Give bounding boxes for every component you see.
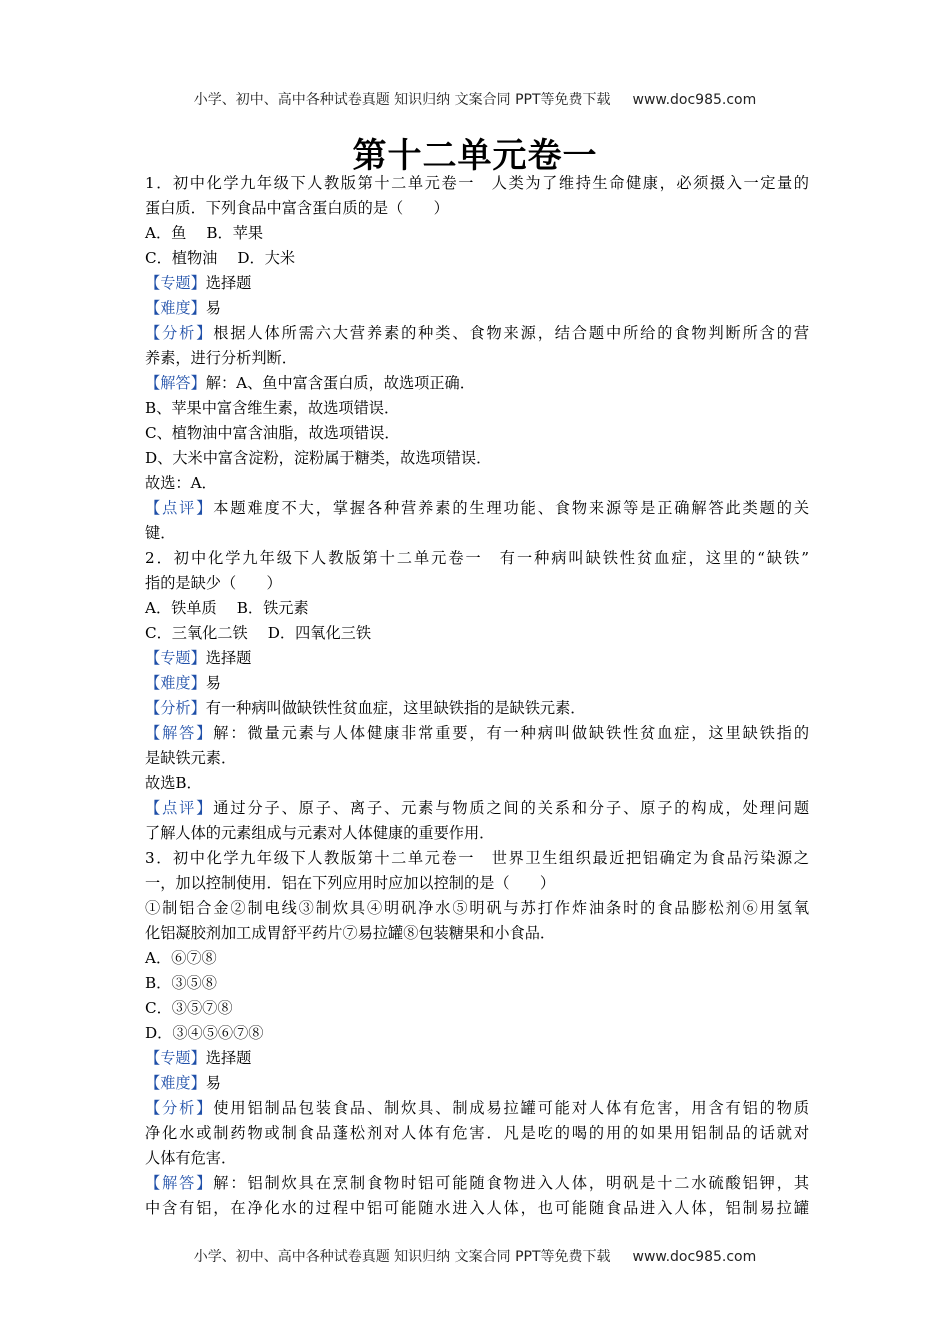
line-text: 人体有危害． (145, 1149, 237, 1167)
section-tag: 【分析】 (145, 699, 206, 717)
text-line (145, 1046, 809, 1071)
line-text: 使用铝制品包装食品、制炊具、制成易拉罐可能对人体有危害，用含有铝的物质 (213, 1099, 810, 1117)
text-line (145, 896, 809, 921)
text-line (145, 746, 809, 771)
line-text: C．三氧化二铁 D．四氧化三铁 (145, 624, 372, 642)
section-tag: 【专题】 (145, 649, 206, 667)
line-text: B、苹果中富含维生素，故选项错误． (145, 399, 400, 417)
line-text: C．③⑤⑦⑧ (145, 999, 233, 1017)
text-line (145, 1121, 809, 1146)
text-line (145, 1171, 809, 1196)
section-tag: 【点评】 (145, 499, 214, 517)
footer-site-link[interactable]: www.doc985.com (632, 1249, 757, 1265)
line-text: 解：微量元素与人体健康非常重要，有一种病叫做缺铁性贫血症，这里缺铁指的 (213, 724, 810, 742)
text-line (145, 671, 809, 696)
section-tag: 【难度】 (145, 674, 206, 692)
line-text: 选择题 (205, 649, 252, 667)
section-tag: 【解答】 (145, 374, 206, 392)
line-text: D、大米中富含淀粉，淀粉属于糖类，故选项错误． (145, 449, 492, 467)
text-line (145, 496, 809, 521)
page-header (0, 89, 950, 109)
section-tag: 【点评】 (145, 799, 214, 817)
line-text: A．鱼 B．苹果 (145, 224, 264, 242)
text-line (145, 646, 809, 671)
section-tag: 【难度】 (145, 1074, 206, 1092)
line-text: 是缺铁元素． (145, 749, 237, 767)
line-text: 键． (145, 524, 176, 542)
section-tag: 【解答】 (145, 1174, 214, 1192)
text-line (145, 271, 809, 296)
line-text: 故选B． (145, 774, 202, 792)
text-line (145, 396, 809, 421)
section-tag: 【专题】 (145, 1049, 206, 1067)
line-text: 一，加以控制使用．铝在下列应用时应加以控制的是（ ） (145, 874, 556, 892)
line-text: 1．初中化学九年级下人教版第十二单元卷一 人类为了维持生命健康，必须摄入一定量的 (145, 174, 809, 192)
section-tag: 【分析】 (145, 324, 214, 342)
text-line (145, 1146, 809, 1171)
line-text: 本题难度不大，掌握各种营养素的生理功能、食物来源等是正确解答此类题的关 (213, 499, 810, 517)
line-text: 3．初中化学九年级下人教版第十二单元卷一 世界卫生组织最近把铝确定为食品污染源之 (145, 849, 809, 867)
line-text: 易 (205, 1074, 221, 1092)
text-line (145, 1196, 809, 1221)
line-text: 化铝凝胶剂加工成胃舒平药片⑦易拉罐⑧包装糖果和小食品． (145, 924, 556, 942)
text-line (145, 946, 809, 971)
text-line (145, 296, 809, 321)
text-line (145, 1071, 809, 1096)
line-text: 易 (205, 674, 221, 692)
text-line (145, 346, 809, 371)
section-tag: 【专题】 (145, 274, 206, 292)
footer-text: 小学、初中、高中各种试卷真题 知识归纳 文案合同 PPT等免费下载 (193, 1249, 611, 1265)
text-line (145, 521, 809, 546)
section-tag: 【分析】 (145, 1099, 214, 1117)
line-text: 2．初中化学九年级下人教版第十二单元卷一 有一种病叫缺铁性贫血症，这里的“缺铁” (145, 549, 809, 567)
text-line (145, 846, 809, 871)
text-line (145, 171, 809, 196)
line-text: 选择题 (205, 1049, 252, 1067)
text-line (145, 696, 809, 721)
line-text: 中含有铝，在净化水的过程中铝可能随水进入人体，也可能随食品进入人体，铝制易拉罐 (145, 1199, 809, 1217)
header-site-link[interactable]: www.doc985.com (632, 92, 757, 108)
line-text: D．③④⑤⑥⑦⑧ (145, 1024, 264, 1042)
page-title: 第十二单元卷一 (352, 136, 598, 176)
line-text: 解：A、鱼中富含蛋白质，故选项正确． (205, 374, 475, 392)
text-line (145, 821, 809, 846)
line-text: 有一种病叫做缺铁性贫血症，这里缺铁指的是缺铁元素． (205, 699, 586, 717)
section-tag: 【解答】 (145, 724, 214, 742)
line-text: A．⑥⑦⑧ (145, 949, 217, 967)
text-line (145, 196, 809, 221)
text-line (145, 446, 809, 471)
line-text: 指的是缺少（ ） (145, 574, 282, 592)
line-text: A．铁单质 B．铁元素 (145, 599, 309, 617)
text-line (145, 771, 809, 796)
line-text: 净化水或制药物或制食品蓬松剂对人体有危害．凡是吃的喝的用的如果用铝制品的话就对 (145, 1124, 809, 1142)
section-tag: 【难度】 (145, 299, 206, 317)
text-line (145, 721, 809, 746)
text-line (145, 971, 809, 996)
text-line (145, 421, 809, 446)
text-line (145, 796, 809, 821)
text-line (145, 246, 809, 271)
text-line (145, 871, 809, 896)
line-text: C．植物油 D．大米 (145, 249, 296, 267)
page-footer (0, 1246, 950, 1266)
text-line (145, 546, 809, 571)
line-text: C、植物油中富含油脂，故选项错误． (145, 424, 400, 442)
line-text: ①制铝合金②制电线③制炊具④明矾净水⑤明矾与苏打作炸油条时的食品膨松剂⑥用氢氧 (145, 899, 809, 917)
line-text: 了解人体的元素组成与元素对人体健康的重要作用． (145, 824, 495, 842)
line-text: B．③⑤⑧ (145, 974, 217, 992)
text-line (145, 921, 809, 946)
text-line (145, 1021, 809, 1046)
line-text: 易 (205, 299, 221, 317)
header-text: 小学、初中、高中各种试卷真题 知识归纳 文案合同 PPT等免费下载 (193, 92, 611, 108)
text-line (145, 471, 809, 496)
line-text: 故选：A． (145, 474, 217, 492)
document-body (145, 171, 809, 1221)
text-line (145, 596, 809, 621)
line-text: 通过分子、原子、离子、元素与物质之间的关系和分子、原子的构成，处理问题 (213, 799, 810, 817)
text-line (145, 621, 809, 646)
line-text: 养素，进行分析判断． (145, 349, 297, 367)
line-text: 根据人体所需六大营养素的种类、食物来源，结合题中所给的食物判断所含的营 (213, 324, 810, 342)
line-text: 选择题 (205, 274, 252, 292)
text-line (145, 371, 809, 396)
text-line (145, 321, 809, 346)
text-line (145, 571, 809, 596)
text-line (145, 221, 809, 246)
text-line (145, 1096, 809, 1121)
line-text: 蛋白质．下列食品中富含蛋白质的是（ ） (145, 199, 449, 217)
line-text: 解：铝制炊具在烹制食物时铝可能随食物进入人体，明矾是十二水硫酸铝钾，其 (213, 1174, 810, 1192)
text-line (145, 996, 809, 1021)
